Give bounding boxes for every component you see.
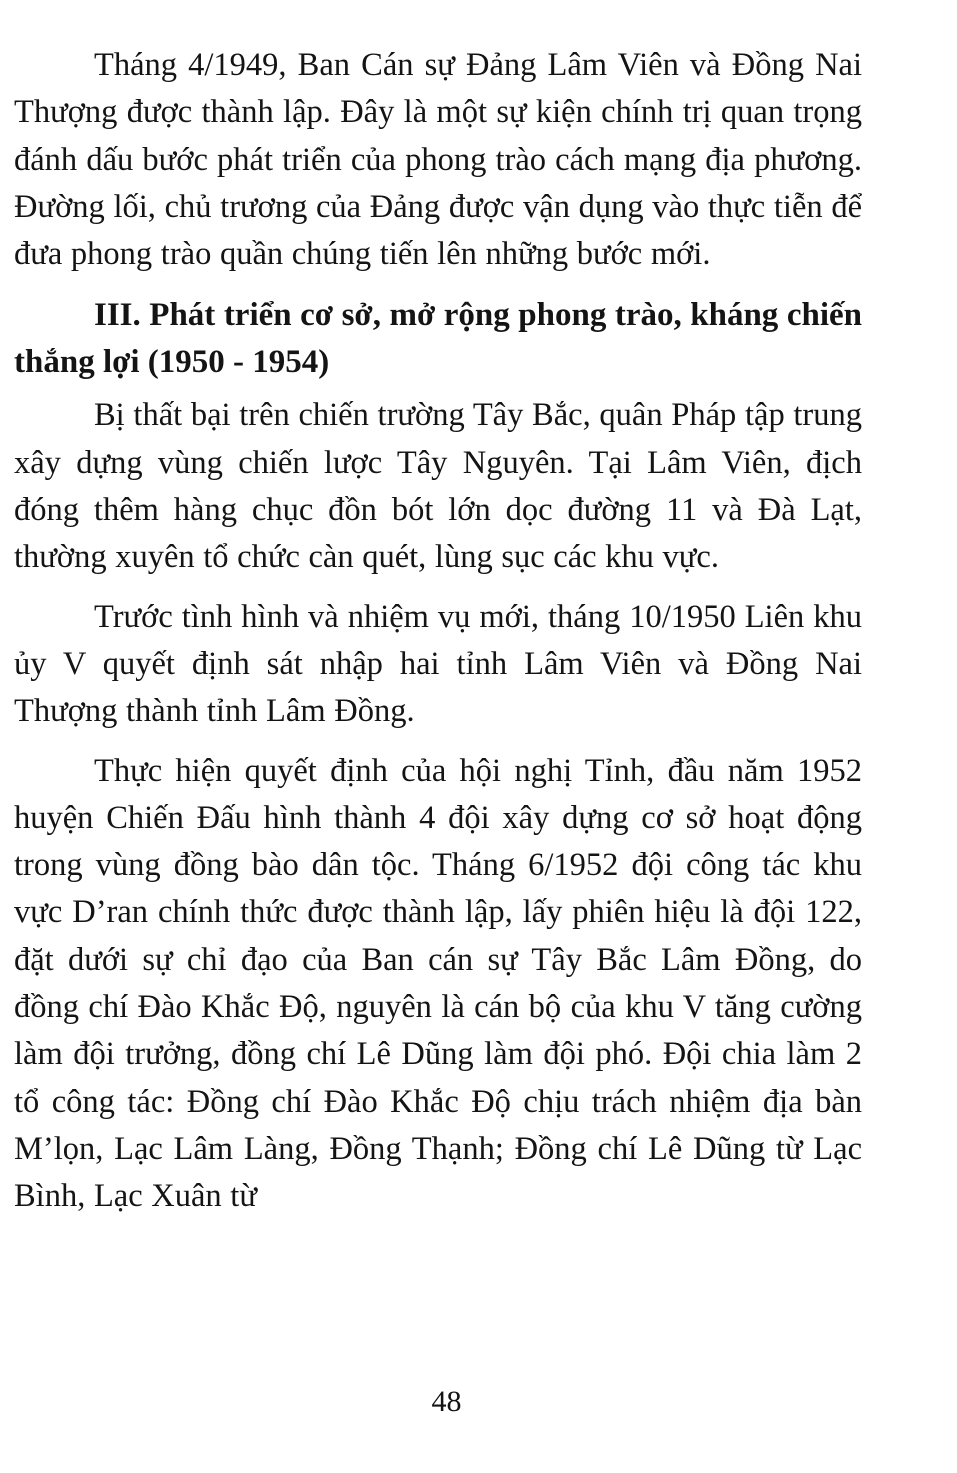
paragraph-3: Trước tình hình và nhiệm vụ mới, tháng 10/1950 Liên khu ủy V quyết định sát nhập hai tỉnh Lâm Viên và Đồng Nai Thượng thành tỉnh Lâm Đồng.	[14, 598, 862, 730]
section-heading: III. Phát triển cơ sở, mở rộng phong trào, kháng chiến thắng lợi (1950 - 1954)	[14, 297, 862, 381]
page-body	[14, 42, 862, 1221]
paragraph-4: Thực hiện quyết định của hội nghị Tỉnh, đầu năm 1952 huyện Chiến Đấu hình thành 4 đội xây dựng cơ sở hoạt động trong vùng đồng bào dân tộc. Tháng 6/1952 đội công tác khu vực D’ran chính thức được thành lập, lấy phiên hiệu là đội 122, đặt dưới sự chỉ đạo của Ban cán sự Tây Bắc Lâm Đồng, do đồng chí Đào Khắc Độ, nguyên là cán bộ của khu V tăng cường làm đội trưởng, đồng chí Lê Dũng làm đội phó. Đội chia làm 2 tổ công tác: Đồng chí Đào Khắc Độ chịu trách nhiệm địa bàn M’lọn, Lạc Lâm Làng, Đồng Thạnh; Đồng chí Lê Dũng từ Lạc Bình, Lạc Xuân từ	[14, 752, 862, 1215]
page-number: 48	[431, 1385, 462, 1418]
paragraph-1: Tháng 4/1949, Ban Cán sự Đảng Lâm Viên và Đồng Nai Thượng được thành lập. Đây là một sự kiện chính trị quan trọng đánh dấu bước phát triển của phong trào cách mạng địa phương. Đường lối, chủ trương của Đảng được vận dụng vào thực tiễn để đưa phong trào quần chúng tiến lên những bước mới.	[14, 47, 862, 273]
paragraph-2: Bị thất bại trên chiến trường Tây Bắc, quân Pháp tập trung xây dựng vùng chiến lược Tây Nguyên. Tại Lâm Viên, địch đóng thêm hàng chục đồn bót lớn dọc đường 11 và Đà Lạt, thường xuyên tổ chức càn quét, lùng sục các khu vực.	[14, 397, 862, 576]
